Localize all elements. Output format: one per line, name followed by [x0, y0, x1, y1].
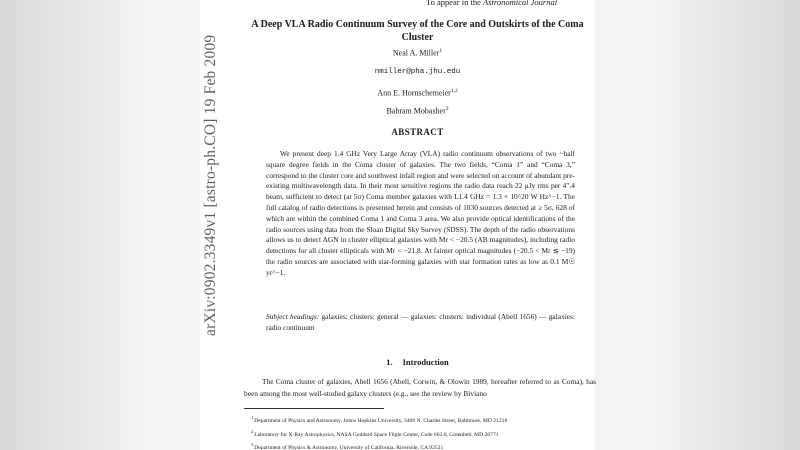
paper-title: A Deep VLA Radio Continuum Survey of the Core and Outskirts of the Coma Cluster [251, 19, 584, 43]
subject-headings-text: galaxies: clusters: general — galaxies: clusters: individual (Abell 1656) — galaxies: radio continuum [266, 312, 575, 332]
footnote-mark: 3 [251, 442, 254, 447]
author-affiliation-mark: 3 [445, 106, 449, 112]
author-name: Ann E. Hornschemeier [377, 88, 451, 98]
journal-note [426, 0, 557, 7]
footnote-3 [251, 441, 596, 450]
subject-headings [266, 312, 575, 334]
author-3 [240, 104, 595, 117]
footnote-rule [244, 408, 384, 409]
author-2 [240, 86, 595, 99]
footnote-mark: 1 [251, 415, 254, 420]
footnote-text: Department of Physics & Astronomy, University of California, Riverside, CA 92521 [254, 444, 444, 450]
author-email[interactable]: nmiller@pha.jhu.edu [374, 68, 461, 76]
author-affiliation-mark: 1 [439, 48, 443, 54]
journal-name: Astronomical Journal [483, 0, 558, 7]
author-name: Bahram Mobasher [386, 106, 446, 116]
footnote-text: Department of Physics and Astronomy, Johns Hopkins University, 3400 N. Charles Street, Baltimore, MD 21218 [254, 417, 508, 424]
section-title: Introduction [402, 357, 449, 367]
journal-note-prefix: To appear in the [426, 0, 483, 7]
abstract-heading: ABSTRACT [391, 127, 444, 137]
arxiv-identifier: arXiv:0902.3349v1 [astro-ph.CO] 19 Feb 2009 [202, 34, 219, 336]
section-heading [240, 357, 595, 367]
footnote-mark: 2 [251, 429, 254, 434]
author-name: Neal A. Miller [392, 48, 440, 58]
section-number: 1. [386, 357, 393, 367]
footnote-text: Laboratory for X-Ray Astrophysics, NASA Goddard Space Flight Center, Code 662.0, Greenbelt, MD 20771 [254, 431, 499, 438]
footnote-2 [251, 428, 596, 439]
subject-headings-label: Subject headings: [266, 312, 320, 321]
author-affiliation-mark: 1,2 [450, 88, 458, 94]
abstract-text: We present deep 1.4 GHz Very Large Array (VLA) radio continuum observations of two ~half square degree fields in the Coma cluster of galaxies. The two fields, “Coma 1” and “Coma 3,” correspond to the cluster core and southwest infall region and were selected on account of abundant pre-existing multiwavelength data. In their most sensitive regions the radio data reach 22 μJy rms per 4″.4 beam, sufficient to detect (at 5σ) Coma member galaxies with L1.4 GHz = 1.3 × 10^20 W Hz^−1. The full catalog of radio detections is presented herein and consists of 1030 sources detected at ≥ 5σ, 628 of which are within the combined Coma 1 and Coma 3 area. We also provide optical identifications of the radio sources using data from the Sloan Digital Sky Survey (SDSS). The depth of the radio observations allows us to detect AGN in cluster elliptical galaxies with Mr < −20.5 (AB magnitudes), including radio detections for all cluster ellipticals with Mr < −21.8. At fainter optical magnitudes (−20.5 < Mr ≲ −19) the radio sources are associated with star-forming galaxies with star formation rates as low as 0.1 M☉ yr^−1. [266, 149, 575, 277]
footnote-1 [251, 414, 596, 425]
intro-paragraph: The Coma cluster of galaxies, Abell 1656 (Abell, Corwin, & Olowin 1989, hereafter referred to as Coma), has been among the most well-studied galaxy clusters (e.g., see the review by Biviano [244, 377, 596, 398]
author-1 [240, 46, 595, 59]
